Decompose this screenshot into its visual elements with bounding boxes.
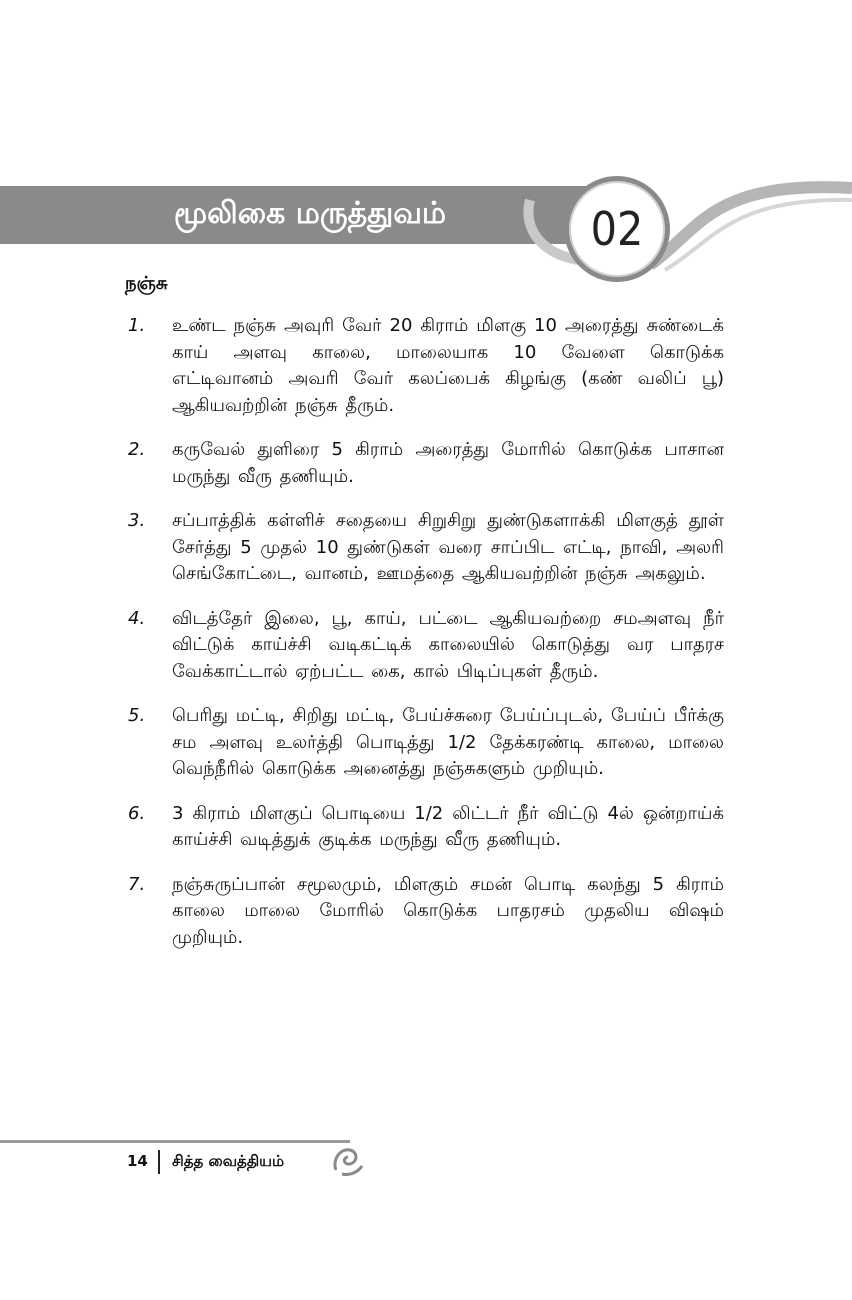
footer-separator bbox=[158, 1150, 160, 1174]
ornament-icon bbox=[328, 1140, 368, 1180]
list-item bbox=[128, 313, 724, 419]
item-text: கருவேல் துளிரை 5 கிராம் அரைத்து மோரில் கொடுக்க பாசான மருந்து வீரு தணியும். bbox=[172, 439, 724, 487]
item-number: 5. bbox=[128, 705, 146, 726]
list-item bbox=[128, 606, 724, 686]
list-item bbox=[128, 437, 724, 490]
item-text: விடத்தேர் இலை, பூ, காய், பட்டை ஆகியவற்றை சமஅளவு நீர் விட்டுக் காய்ச்சி வடிகட்டிக் காலையில் கொடுத்து வர பாதரச வேக்காட்டால் ஏற்பட்ட கை, கால் பிடிப்புகள் தீரும். bbox=[172, 607, 724, 682]
item-text: சப்பாத்திக் கள்ளிச் சதையை சிறுசிறு துண்டுகளாக்கி மிளகுத் தூள் சேர்த்து 5 முதல் 10 துண்டுகள் வரை சாப்பிட எட்டி, நாவி, அலரி செங்கோட்டை, வானம், ஊமத்தை ஆகியவற்றின் நஞ்சு அகலும். bbox=[172, 510, 724, 584]
item-text: பெரிது மட்டி, சிறிது மட்டி, பேய்ச்சுரை பேய்ப்புடல், பேய்ப் பீர்க்கு சம அளவு உலர்த்தி பொடித்து 1/2 தேக்கரண்டி காலை, மாலை வெந்நீரில் கொடுக்க அனைத்து நஞ்சுகளும் முறியும். bbox=[172, 705, 724, 779]
item-number: 7. bbox=[128, 873, 146, 895]
list-item bbox=[128, 508, 724, 588]
item-text: 3 கிராம் மிளகுப் பொடியை 1/2 லிட்டர் நீர் விட்டு 4ல் ஒன்றாய்க் காய்ச்சி வடித்துக் குடிக்க மருந்து வீரு தணியும். bbox=[172, 802, 724, 850]
book-title: சித்த வைத்தியம் bbox=[172, 1152, 285, 1170]
item-number: 3. bbox=[128, 510, 146, 531]
item-number: 4. bbox=[128, 607, 146, 629]
section-heading: நஞ்சு bbox=[125, 273, 168, 294]
item-number: 2. bbox=[128, 439, 146, 460]
list-item bbox=[128, 801, 724, 854]
chapter-title: மூலிகை மருத்துவம் bbox=[173, 195, 447, 231]
list-item bbox=[128, 872, 724, 952]
item-text: நஞ்சுருப்பான் சமூலமும், மிளகும் சமன் பொடி கலந்து 5 கிராம் காலை மாலை மோரில் கொடுக்க பாதரசம் முதலிய விஷம் முறியும். bbox=[172, 873, 724, 948]
footer-rule bbox=[0, 1140, 350, 1143]
list-item bbox=[128, 703, 724, 783]
item-number: 1. bbox=[128, 315, 146, 336]
page-number: 14 bbox=[127, 1152, 148, 1170]
chapter-number-badge: 02 bbox=[564, 176, 670, 282]
item-number: 6. bbox=[128, 802, 146, 824]
remedy-list bbox=[128, 313, 724, 969]
item-text: உண்ட நஞ்சு அவுரி வேர் 20 கிராம் மிளகு 10 அரைத்து சுண்டைக் காய் அளவு காலை, மாலையாக 10 வேளை கொடுக்க எட்டிவானம் அவரி வேர் கலப்பைக் கிழங்கு (கண் வலிப் பூ) ஆகியவற்றின் நஞ்சு தீரும். bbox=[172, 315, 724, 416]
